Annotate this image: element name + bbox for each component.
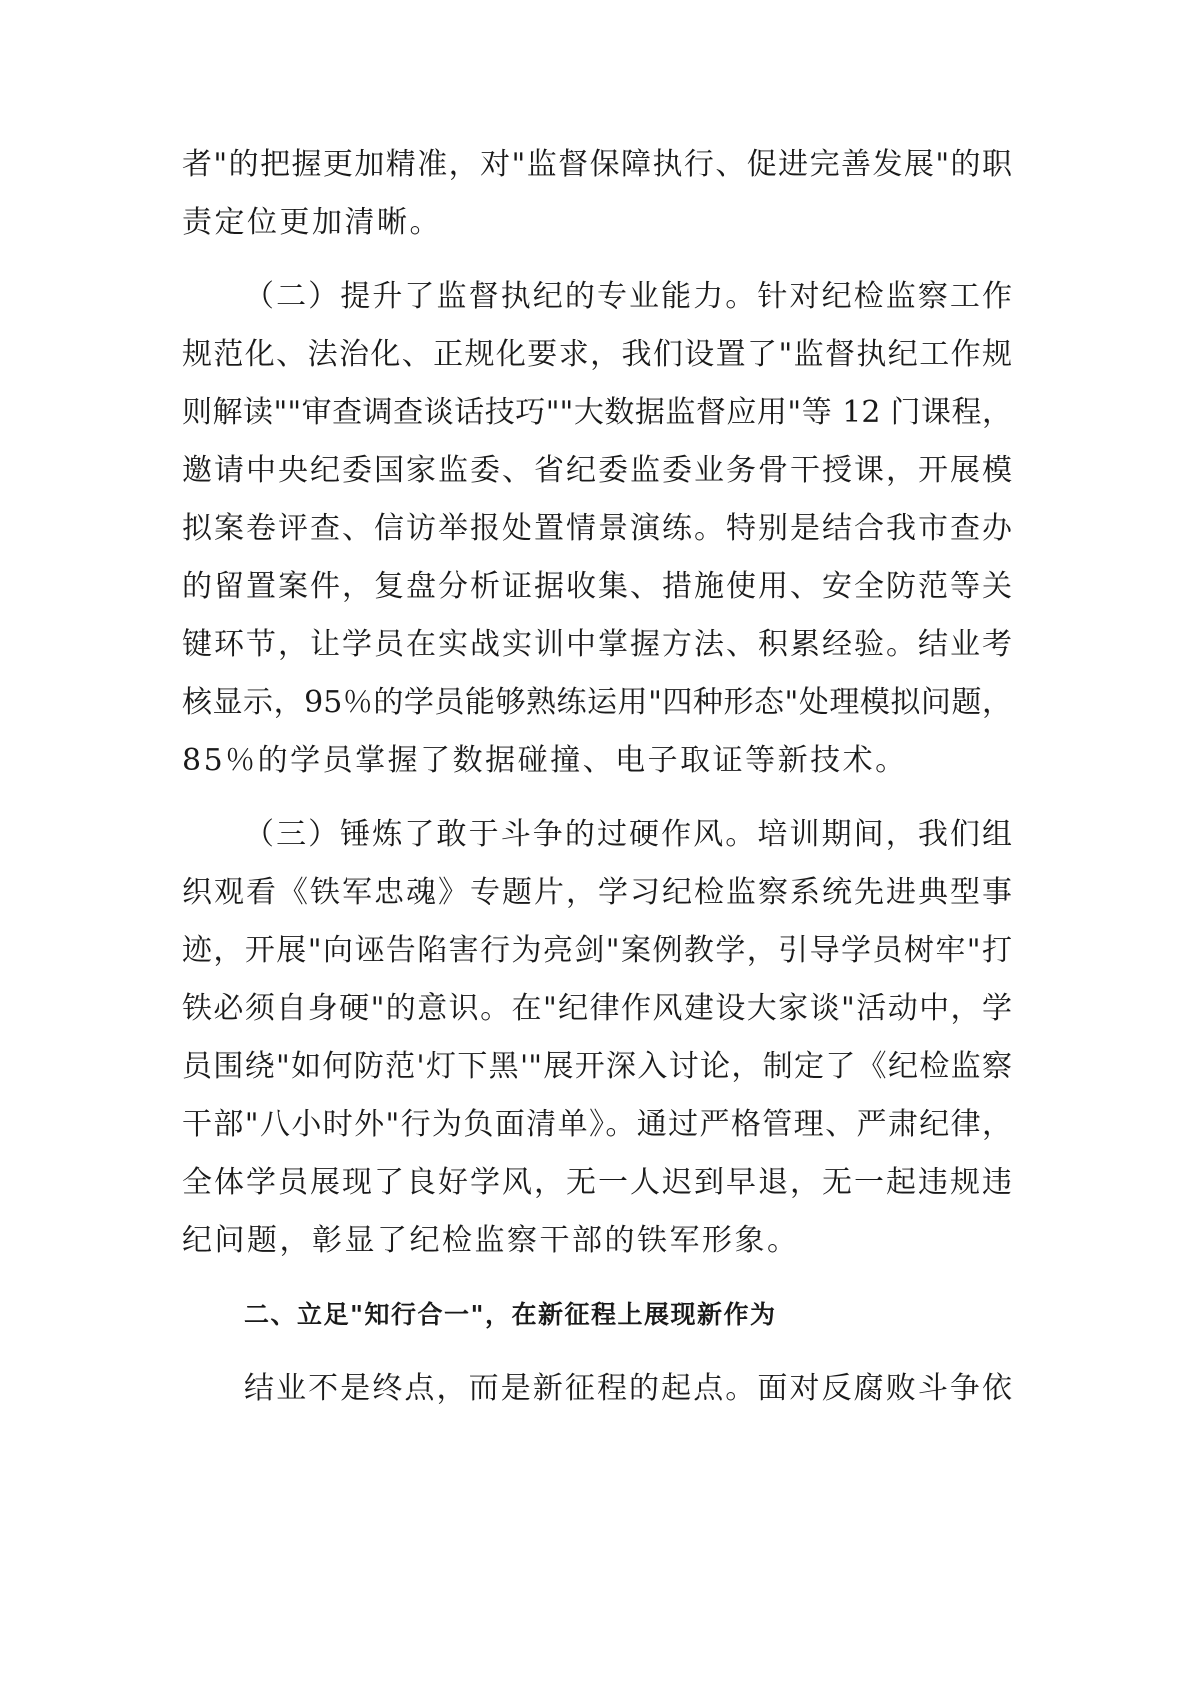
paragraph-line: 织观看《铁军忠魂》专题片，学习纪检监察系统先进典型事 (182, 875, 1012, 910)
paragraph-line: （三）锤炼了敢于斗争的过硬作风。培训期间，我们组 (244, 817, 1012, 852)
paragraph-line: 键环节，让学员在实战实训中掌握方法、积累经验。结业考 (182, 627, 1012, 662)
paragraph-line: 全体学员展现了良好学风，无一人迟到早退，无一起违规违 (182, 1165, 1012, 1200)
paragraph-line: （二）提升了监督执纪的专业能力。针对纪检监察工作 (244, 279, 1012, 314)
paragraph-line: 者"的把握更加精准，对"监督保障执行、促进完善发展"的职 (182, 147, 1012, 182)
paragraph-line: 规范化、法治化、正规化要求，我们设置了"监督执纪工作规 (182, 337, 1012, 372)
paragraph-line: 核显示，95％的学员能够熟练运用"四种形态"处理模拟问题， (182, 685, 1012, 720)
paragraph-line: 干部"八小时外"行为负面清单》。通过严格管理、严肃纪律， (182, 1107, 1012, 1142)
paragraph-line: 员围绕"如何防范'灯下黑'"展开深入讨论，制定了《纪检监察 (182, 1049, 1012, 1084)
paragraph-line: 责定位更加清晰。 (182, 205, 442, 240)
paragraph-line: 铁必须自身硬"的意识。在"纪律作风建设大家谈"活动中，学 (182, 991, 1012, 1026)
paragraph-line: 迹，开展"向诬告陷害行为亮剑"案例教学，引导学员树牢"打 (182, 933, 1012, 968)
paragraph-line: 邀请中央纪委国家监委、省纪委监委业务骨干授课，开展模 (182, 453, 1012, 488)
paragraph-line: 则解读""审查调查谈话技巧""大数据监督应用"等 12 门课程， (182, 395, 1012, 430)
paragraph-line: 拟案卷评查、信访举报处置情景演练。特别是结合我市查办 (182, 511, 1012, 546)
paragraph-line: 纪问题，彰显了纪检监察干部的铁军形象。 (182, 1223, 800, 1258)
paragraph-line: 的留置案件，复盘分析证据收集、措施使用、安全防范等关 (182, 569, 1012, 604)
section-heading: 二、立足"知行合一"，在新征程上展现新作为 (244, 1300, 777, 1329)
paragraph-line: 结业不是终点，而是新征程的起点。面对反腐败斗争依 (244, 1371, 1012, 1406)
paragraph-line: 85％的学员掌握了数据碰撞、电子取证等新技术。 (182, 743, 908, 778)
